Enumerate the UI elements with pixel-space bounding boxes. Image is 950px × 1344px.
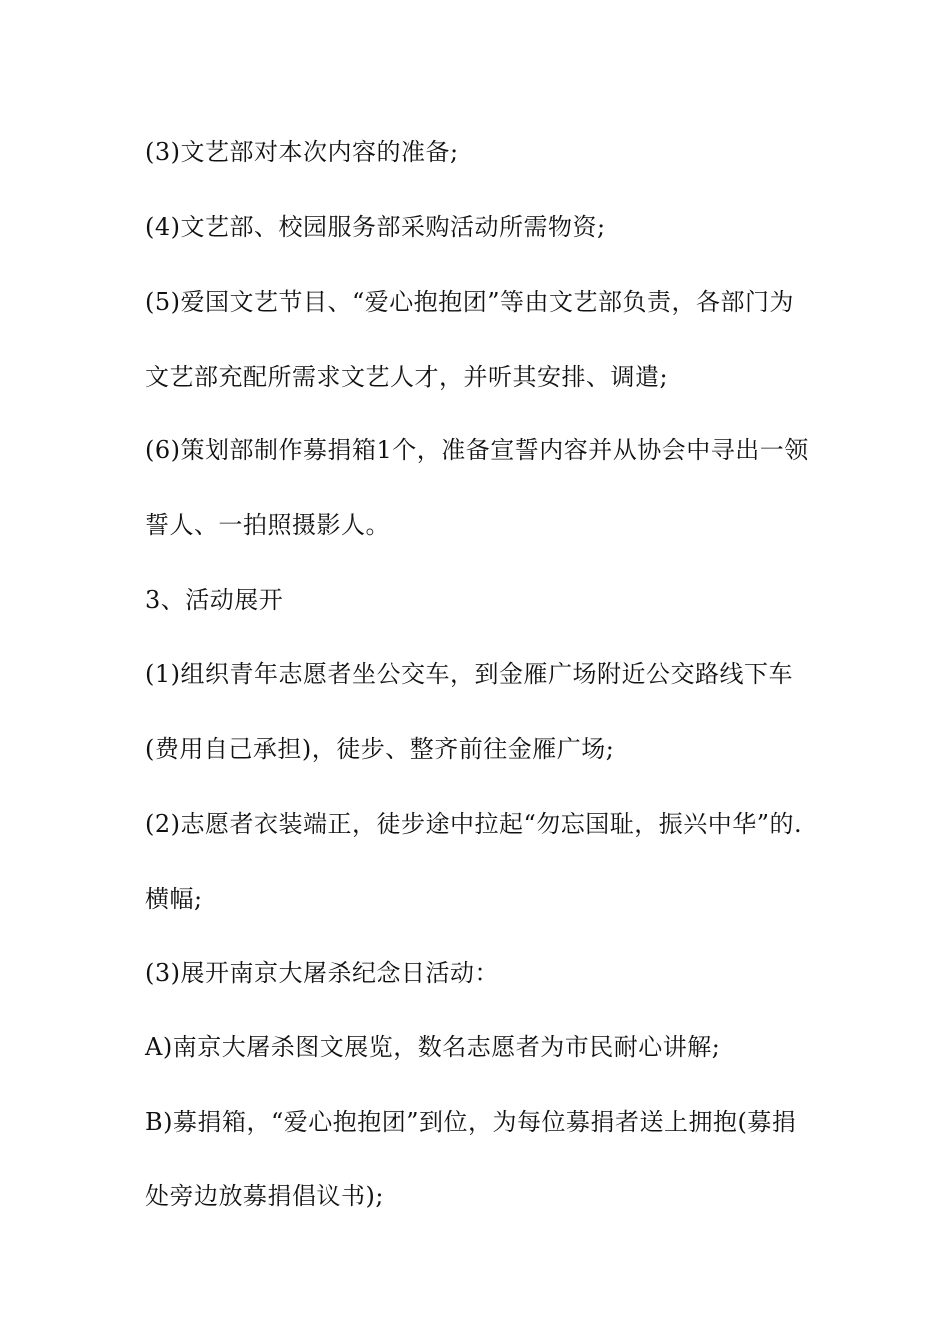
text-line: (2)志愿者衣装端正，徒步途中拉起“勿忘国耻，振兴中华”的.	[145, 810, 803, 838]
text-line: (3)文艺部对本次内容的准备;	[145, 138, 459, 166]
text-line: 处旁边放募捐倡议书);	[145, 1182, 384, 1210]
text-line: 横幅;	[145, 885, 203, 913]
text-line: (6)策划部制作募捐箱1个，准备宣誓内容并从协会中寻出一领	[145, 436, 809, 464]
text-line: 文艺部充配所需求文艺人才，并听其安排、调遣;	[145, 363, 669, 391]
text-line: (1)组织青年志愿者坐公交车，到金雁广场附近公交路线下车	[145, 660, 793, 688]
text-line: A)南京大屠杀图文展览，数名志愿者为市民耐心讲解;	[145, 1033, 721, 1061]
text-line: (费用自己承担)，徒步、整齐前往金雁广场;	[145, 735, 615, 763]
text-line: (4)文艺部、校园服务部采购活动所需物资;	[145, 213, 606, 241]
section-heading: 3、活动展开	[145, 586, 284, 614]
text-line: B)募捐箱，“爱心抱抱团”到位，为每位募捐者送上拥抱(募捐	[145, 1108, 797, 1136]
text-line: (5)爱国文艺节目、“爱心抱抱团”等由文艺部负责，各部门为	[145, 288, 795, 316]
text-line: 誓人、一拍照摄影人。	[145, 511, 390, 539]
text-line: (3)展开南京大屠杀纪念日活动：	[145, 959, 499, 987]
